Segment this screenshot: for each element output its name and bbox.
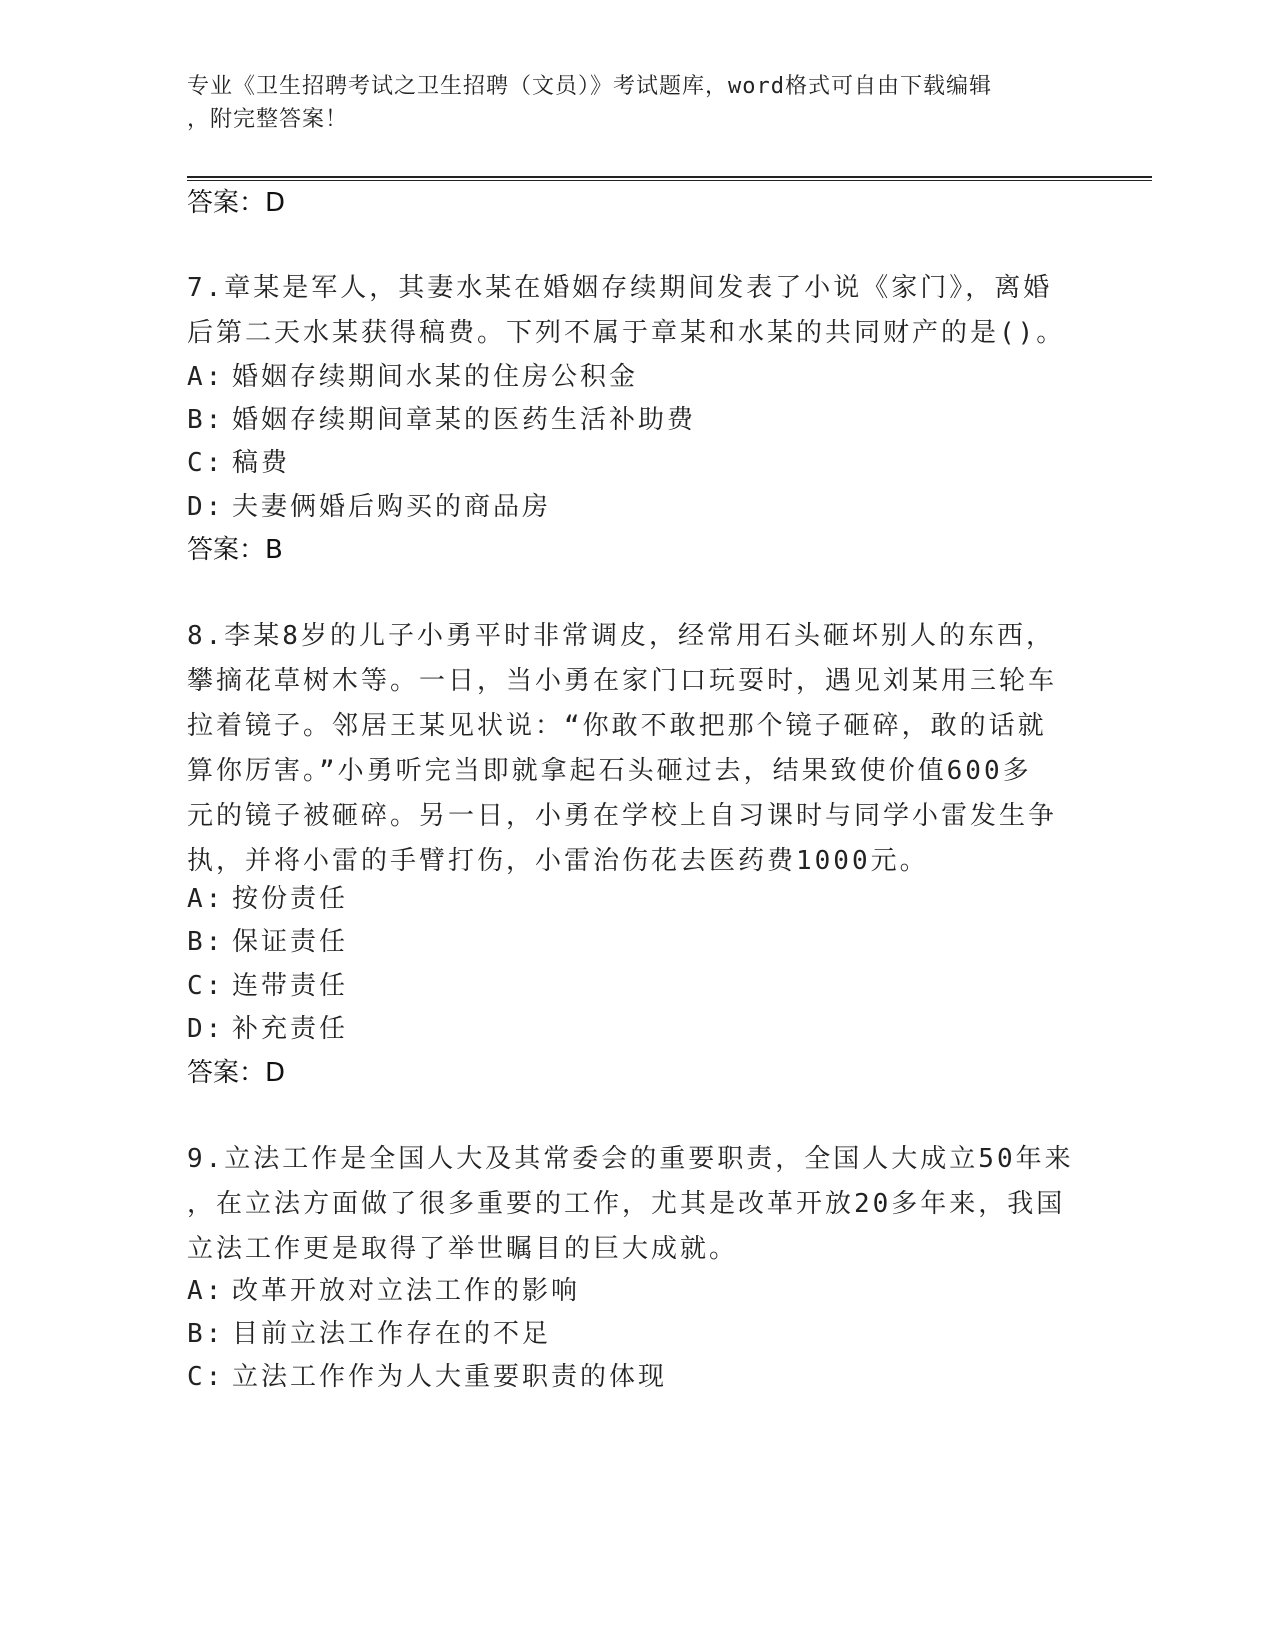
question-8-line-3: 拉着镜子。邻居王某见状说：“你敢不敢把那个镜子砸碎，敢的话就 [187, 711, 1047, 741]
question-7-answer: 答案：B [187, 535, 283, 565]
question-9-line-1: 9.立法工作是全国人大及其常委会的重要职责，全国人大成立50年来 [187, 1144, 1074, 1174]
option-text: 连带责任 [232, 971, 349, 1001]
option-key: C: [187, 971, 225, 1001]
option-text: 按份责任 [232, 884, 349, 914]
option-text: 婚姻存续期间章某的医药生活补助费 [232, 405, 697, 435]
question-9-stem [187, 1137, 1074, 1272]
question-8-option-b [187, 922, 348, 962]
option-key: D: [187, 1014, 225, 1044]
question-9-option-a [187, 1271, 580, 1311]
page-header [187, 70, 1087, 136]
option-text: 稿费 [232, 448, 291, 478]
question-9-option-c [187, 1357, 667, 1397]
question-8-answer: 答案：D [187, 1058, 286, 1088]
question-7-option-c [187, 443, 290, 483]
answer-previous: 答案：D [187, 188, 286, 218]
question-8-line-1: 8.李某8岁的儿子小勇平时非常调皮，经常用石头砸坏别人的东西， [187, 621, 1055, 651]
question-7-option-b [187, 400, 696, 440]
option-text: 婚姻存续期间水某的住房公积金 [232, 362, 639, 392]
question-8-option-a [187, 879, 348, 919]
option-text: 保证责任 [232, 927, 349, 957]
question-7-option-a [187, 357, 638, 397]
question-8-line-2: 攀摘花草树木等。一日，当小勇在家门口玩耍时，遇见刘某用三轮车 [187, 666, 1058, 696]
question-8-line-5: 元的镜子被砸碎。另一日，小勇在学校上自习课时与同学小雷发生争 [187, 801, 1058, 831]
option-key: A: [187, 1276, 225, 1306]
question-8-stem [187, 614, 1067, 884]
option-text: 补充责任 [232, 1014, 349, 1044]
header-line-1: 专业《卫生招聘考试之卫生招聘（文员）》考试题库，word格式可自由下载编辑 [187, 74, 992, 99]
option-key: B: [187, 405, 225, 435]
option-text: 改革开放对立法工作的影响 [232, 1276, 581, 1306]
question-8-option-d [187, 1009, 348, 1049]
option-key: D: [187, 492, 225, 522]
question-7-line-2: 后第二天水某获得稿费。下列不属于章某和水某的共同财产的是()。 [187, 318, 1066, 348]
option-text: 立法工作作为人大重要职责的体现 [232, 1362, 668, 1392]
option-key: C: [187, 1362, 225, 1392]
option-text: 目前立法工作存在的不足 [232, 1319, 552, 1349]
question-7-option-d [187, 487, 551, 527]
option-key: C: [187, 448, 225, 478]
question-9-line-2: ，在立法方面做了很多重要的工作，尤其是改革开放20多年来，我国 [187, 1189, 1066, 1219]
question-9-option-b [187, 1314, 551, 1354]
option-key: B: [187, 1319, 225, 1349]
header-line-2: ，附完整答案！ [187, 107, 349, 132]
option-key: B: [187, 927, 225, 957]
question-8-line-4: 算你厉害。”小勇听完当即就拿起石头砸过去，结果致使价值600多 [187, 756, 1032, 786]
question-9-line-3: 立法工作更是取得了举世瞩目的巨大成就。 [187, 1234, 739, 1264]
question-7-line-1: 7.章某是军人，其妻水某在婚姻存续期间发表了小说《家门》，离婚 [187, 273, 1053, 303]
question-8-option-c [187, 966, 348, 1006]
header-divider [187, 176, 1152, 181]
option-key: A: [187, 884, 225, 914]
question-8-line-6: 执，并将小雷的手臂打伤，小雷治伤花去医药费1000元。 [187, 846, 929, 876]
question-7-stem [187, 266, 1067, 356]
option-text: 夫妻俩婚后购买的商品房 [232, 492, 552, 522]
option-key: A: [187, 362, 225, 392]
